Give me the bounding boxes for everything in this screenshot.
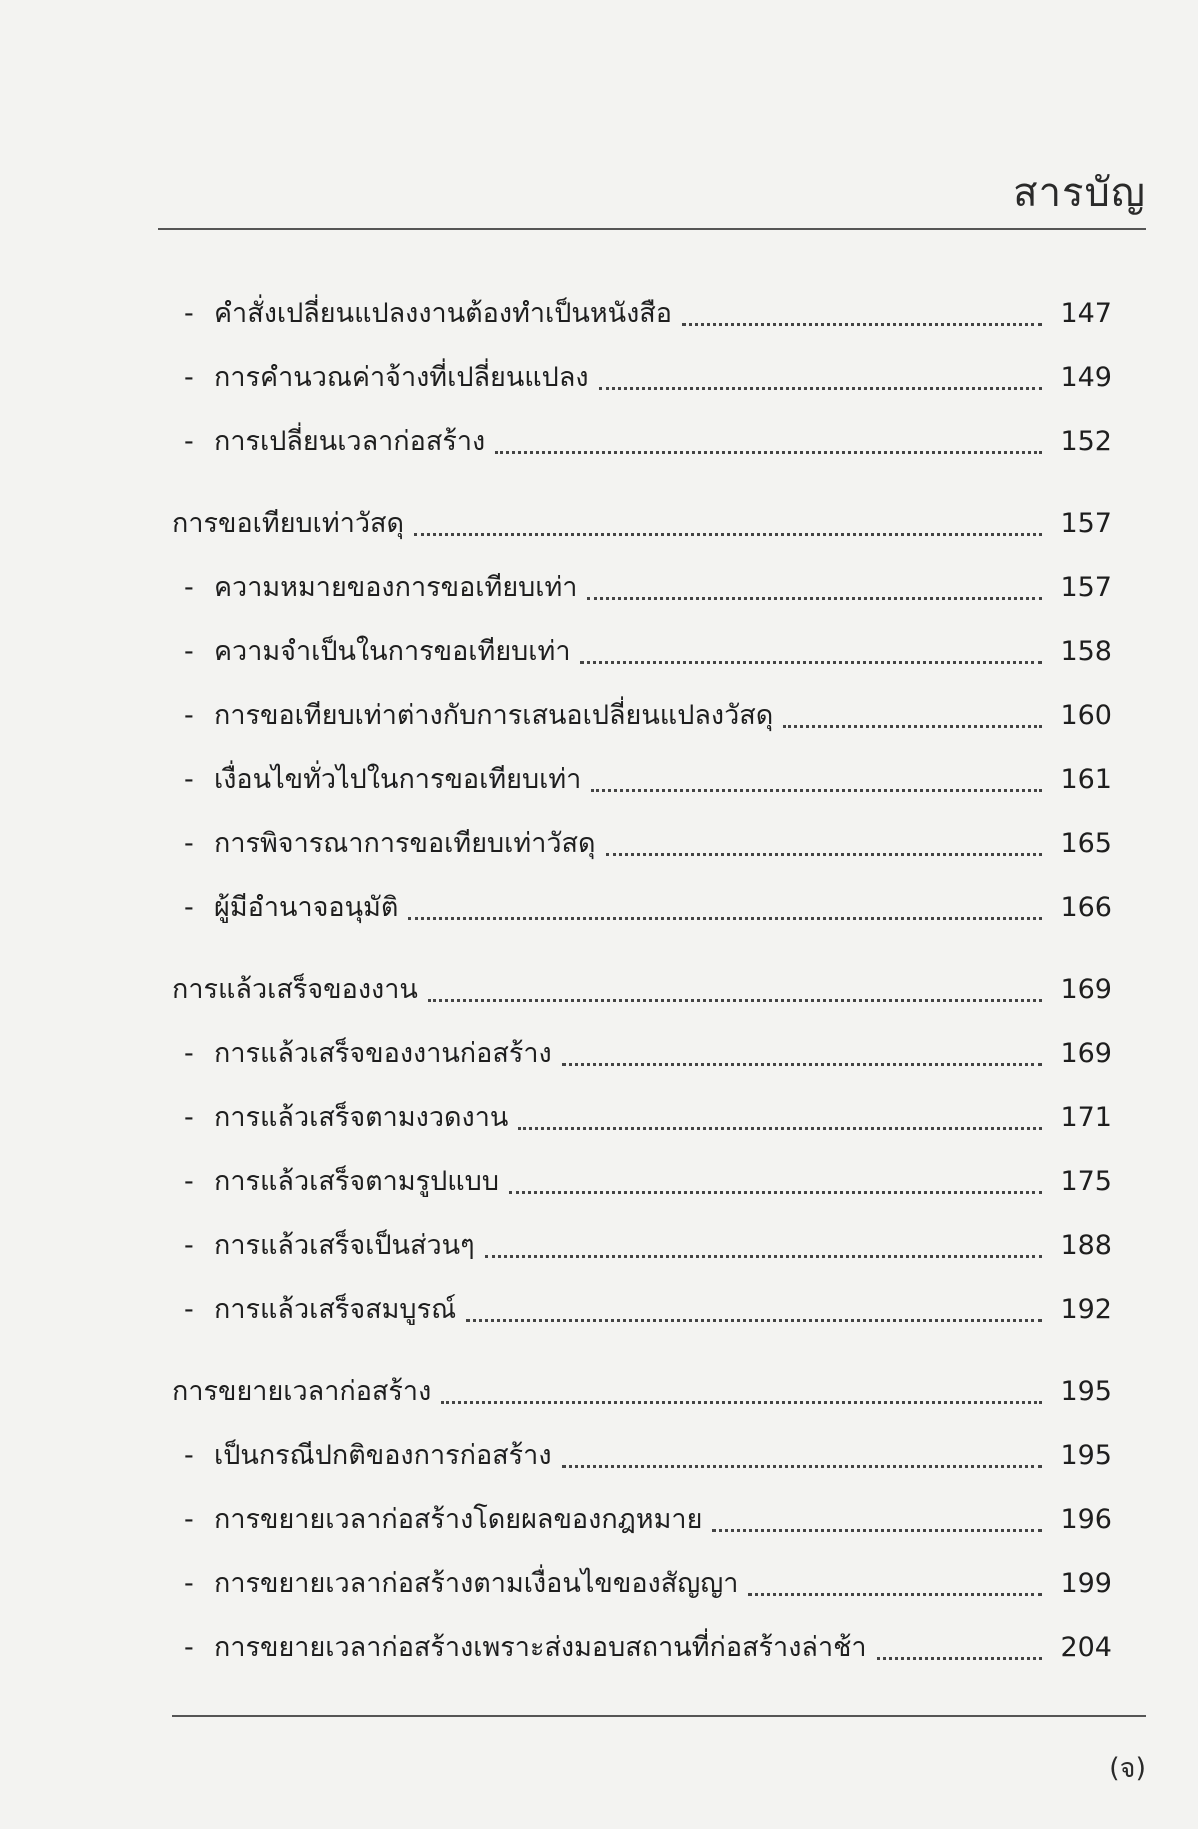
toc-entry-title: การแล้วเสร็จของงานก่อสร้าง (214, 1038, 552, 1069)
toc-entry-title: การแล้วเสร็จตามรูปแบบ (214, 1166, 499, 1197)
toc-entry-page: 157 (1060, 572, 1112, 603)
table-of-contents (172, 282, 1112, 1680)
toc-subentry (172, 410, 1112, 474)
dot-leader (606, 853, 1042, 856)
toc-entry-page: 152 (1060, 426, 1112, 457)
dot-leader (408, 917, 1042, 920)
dot-leader (441, 1401, 1042, 1404)
dot-leader (748, 1593, 1042, 1596)
dot-leader (509, 1191, 1042, 1194)
toc-entry-title: ความหมายของการขอเทียบเท่า (214, 572, 578, 603)
toc-entry-page: 199 (1060, 1568, 1112, 1599)
toc-entry-page: 161 (1060, 764, 1112, 795)
bullet-dash: - (184, 426, 194, 457)
toc-entry-title: การคำนวณค่าจ้างที่เปลี่ยนแปลง (214, 362, 589, 393)
toc-entry-title: การขยายเวลาก่อสร้างตามเงื่อนไขของสัญญา (214, 1568, 739, 1599)
page-number: (จ) (1109, 1753, 1146, 1784)
toc-subentry (172, 1488, 1112, 1552)
dot-leader (428, 999, 1042, 1002)
bullet-dash: - (184, 764, 194, 795)
toc-entry-title: การขอเทียบเท่าวัสดุ (172, 508, 405, 539)
bullet-dash: - (184, 1038, 194, 1069)
toc-entry-page: 171 (1060, 1102, 1112, 1133)
toc-entry-page: 195 (1060, 1376, 1112, 1407)
dot-leader (414, 533, 1042, 536)
bullet-dash: - (184, 1632, 194, 1663)
dot-leader (580, 661, 1042, 664)
dot-leader (562, 1063, 1042, 1066)
toc-entry-page: 160 (1060, 700, 1112, 731)
dot-leader (562, 1465, 1043, 1468)
page-title: สารบัญ (1013, 170, 1146, 216)
bullet-dash: - (184, 572, 194, 603)
toc-subentry (172, 1278, 1112, 1342)
bullet-dash: - (184, 1440, 194, 1471)
dot-leader (877, 1657, 1042, 1660)
toc-subentry (172, 1616, 1112, 1680)
bullet-dash: - (184, 1166, 194, 1197)
dot-leader (518, 1127, 1042, 1130)
toc-entry-page: 195 (1060, 1440, 1112, 1471)
bullet-dash: - (184, 1294, 194, 1325)
toc-subentry (172, 1552, 1112, 1616)
toc-entry-page: 169 (1060, 1038, 1112, 1069)
toc-entry-title: การขยายเวลาก่อสร้าง (172, 1376, 432, 1407)
toc-subentry (172, 1150, 1112, 1214)
bullet-dash: - (184, 1230, 194, 1261)
top-divider (158, 228, 1146, 230)
toc-entry-title: ความจำเป็นในการขอเทียบเท่า (214, 636, 571, 667)
toc-entry-title: เงื่อนไขทั่วไปในการขอเทียบเท่า (214, 764, 582, 795)
toc-entry-page: 188 (1060, 1230, 1112, 1261)
toc-subentry (172, 620, 1112, 684)
toc-section-entry (172, 492, 1112, 556)
toc-subentry (172, 1424, 1112, 1488)
bullet-dash: - (184, 636, 194, 667)
toc-entry-page: 175 (1060, 1166, 1112, 1197)
bottom-divider (172, 1715, 1146, 1717)
toc-section-entry (172, 1360, 1112, 1424)
dot-leader (599, 387, 1042, 390)
bullet-dash: - (184, 298, 194, 329)
toc-entry-page: 204 (1060, 1632, 1112, 1663)
toc-entry-title: การขยายเวลาก่อสร้างเพราะส่งมอบสถานที่ก่อสร้างล่าช้า (214, 1632, 867, 1663)
bullet-dash: - (184, 1102, 194, 1133)
toc-subentry (172, 1086, 1112, 1150)
toc-subentry (172, 346, 1112, 410)
toc-entry-page: 147 (1060, 298, 1112, 329)
dot-leader (495, 451, 1042, 454)
toc-subentry (172, 556, 1112, 620)
bullet-dash: - (184, 1504, 194, 1535)
bullet-dash: - (184, 700, 194, 731)
toc-entry-title: การเปลี่ยนเวลาก่อสร้าง (214, 426, 486, 457)
toc-entry-page: 165 (1060, 828, 1112, 859)
toc-entry-title: การแล้วเสร็จของงาน (172, 974, 418, 1005)
toc-entry-page: 149 (1060, 362, 1112, 393)
toc-subentry (172, 1214, 1112, 1278)
toc-entry-page: 166 (1060, 892, 1112, 923)
toc-entry-title: การแล้วเสร็จตามงวดงาน (214, 1102, 509, 1133)
dot-leader (485, 1255, 1042, 1258)
toc-subentry (172, 684, 1112, 748)
dot-leader (591, 789, 1042, 792)
dot-leader (466, 1319, 1042, 1322)
toc-subentry (172, 876, 1112, 940)
toc-entry-title: ผู้มีอำนาจอนุมัติ (214, 892, 399, 923)
toc-entry-title: การแล้วเสร็จสมบูรณ์ (214, 1294, 457, 1325)
toc-entry-title: การแล้วเสร็จเป็นส่วนๆ (214, 1230, 475, 1261)
toc-entry-page: 192 (1060, 1294, 1112, 1325)
toc-entry-title: คำสั่งเปลี่ยนแปลงงานต้องทำเป็นหนังสือ (214, 298, 672, 329)
bullet-dash: - (184, 892, 194, 923)
toc-entry-page: 196 (1060, 1504, 1112, 1535)
toc-subentry (172, 812, 1112, 876)
toc-section-entry (172, 958, 1112, 1022)
toc-entry-title: การขอเทียบเท่าต่างกับการเสนอเปลี่ยนแปลงวัสดุ (214, 700, 774, 731)
toc-subentry (172, 1022, 1112, 1086)
toc-entry-page: 158 (1060, 636, 1112, 667)
toc-entry-title: การพิจารณาการขอเทียบเท่าวัสดุ (214, 828, 596, 859)
toc-entry-page: 169 (1060, 974, 1112, 1005)
dot-leader (682, 323, 1042, 326)
dot-leader (712, 1529, 1042, 1532)
bullet-dash: - (184, 362, 194, 393)
toc-entry-title: เป็นกรณีปกติของการก่อสร้าง (214, 1440, 552, 1471)
dot-leader (783, 725, 1042, 728)
toc-subentry (172, 748, 1112, 812)
toc-entry-title: การขยายเวลาก่อสร้างโดยผลของกฎหมาย (214, 1504, 703, 1535)
bullet-dash: - (184, 828, 194, 859)
toc-entry-page: 157 (1060, 508, 1112, 539)
toc-subentry (172, 282, 1112, 346)
bullet-dash: - (184, 1568, 194, 1599)
dot-leader (587, 597, 1042, 600)
